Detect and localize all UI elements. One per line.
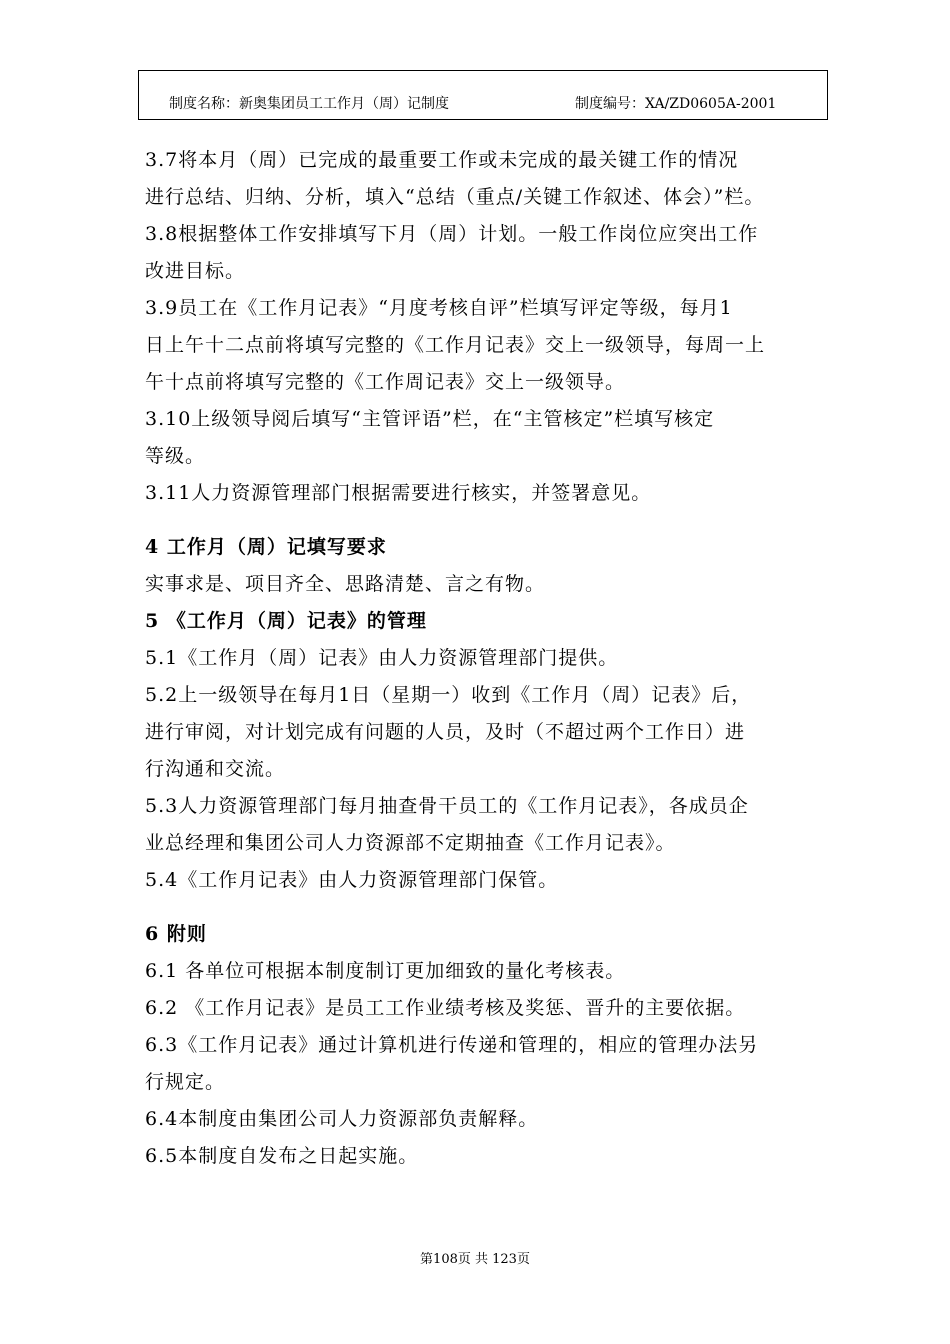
paragraph-line: 午十点前将填写完整的《工作周记表》交上一级领导。 xyxy=(145,371,626,393)
paragraph-line: 6.4本制度由集团公司人力资源部负责解释。 xyxy=(145,1108,539,1130)
paragraph-line: 5.4《工作月记表》由人力资源管理部门保管。 xyxy=(145,869,559,891)
page-number: 第108页 共 123页 xyxy=(420,1252,530,1267)
section-heading: 6 附则 xyxy=(145,923,207,945)
section-heading: 4 工作月（周）记填写要求 xyxy=(145,536,387,558)
paragraph-line: 日上午十二点前将填写完整的《工作月记表》交上一级领导，每周一上 xyxy=(145,334,766,356)
paragraph-line: 改进目标。 xyxy=(145,260,246,282)
paragraph-line: 实事求是、项目齐全、思路清楚、言之有物。 xyxy=(145,573,546,595)
paragraph-line: 行沟通和交流。 xyxy=(145,758,286,780)
paragraph-line: 进行审阅，对计划完成有问题的人员，及时（不超过两个工作日）进 xyxy=(145,721,746,743)
paragraph-line: 等级。 xyxy=(145,445,206,467)
paragraph-line: 6.3《工作月记表》通过计算机进行传递和管理的，相应的管理办法另 xyxy=(145,1034,759,1056)
paragraph-line: 5.1《工作月（周）记表》由人力资源管理部门提供。 xyxy=(145,647,619,669)
paragraph-line: 6.1 各单位可根据本制度制订更加细致的量化考核表。 xyxy=(145,960,626,982)
paragraph-line: 行规定。 xyxy=(145,1071,226,1093)
paragraph-line: 进行总结、归纳、分析，填入“总结（重点/关键工作叙述、体会）”栏。 xyxy=(145,186,765,208)
document-title: 制度名称：新奥集团员工工作月（周）记制度 xyxy=(169,96,449,112)
document-code: 制度编号：XA/ZD0605A-2001 xyxy=(575,96,777,112)
paragraph-line: 6.2 《工作月记表》是员工工作业绩考核及奖惩、晋升的主要依据。 xyxy=(145,997,746,1019)
document-header xyxy=(138,70,828,120)
paragraph-line: 5.2上一级领导在每月1日（星期一）收到《工作月（周）记表》后， xyxy=(145,684,752,706)
paragraph-line: 3.9员工在《工作月记表》“月度考核自评”栏填写评定等级，每月1 xyxy=(145,297,733,319)
paragraph-line: 6.5本制度自发布之日起实施。 xyxy=(145,1145,419,1167)
paragraph-line: 3.10上级领导阅后填写“主管评语”栏，在“主管核定”栏填写核定 xyxy=(145,408,715,430)
paragraph-line: 3.7将本月（周）已完成的最重要工作或未完成的最关键工作的情况 xyxy=(145,149,739,171)
paragraph-line: 3.8根据整体工作安排填写下月（周）计划。一般工作岗位应突出工作 xyxy=(145,223,759,245)
paragraph-line: 5.3人力资源管理部门每月抽查骨干员工的《工作月记表》，各成员企 xyxy=(145,795,749,817)
paragraph-line: 业总经理和集团公司人力资源部不定期抽查《工作月记表》。 xyxy=(145,832,676,854)
paragraph-line: 3.11人力资源管理部门根据需要进行核实，并签署意见。 xyxy=(145,482,652,504)
section-heading: 5 《工作月（周）记表》的管理 xyxy=(145,610,427,632)
